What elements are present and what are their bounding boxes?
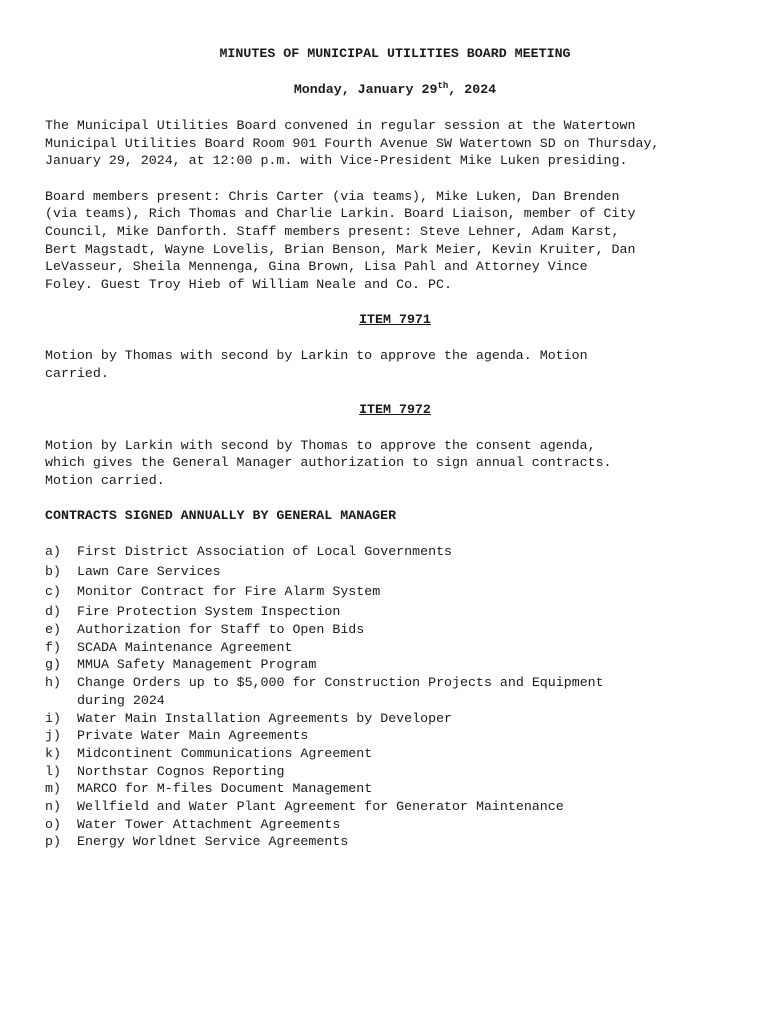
list-item-text: Northstar Cognos Reporting [77, 763, 285, 779]
list-marker: a) [45, 544, 61, 560]
list-item-text: Fire Protection System Inspection [77, 604, 341, 620]
list-item-text: Change Orders up to $5,000 for Construction Projects and Equipment during 2024 [77, 675, 604, 708]
list-marker: c) [45, 584, 61, 600]
list-item-text: Water Main Installation Agreements by Developer [77, 710, 453, 726]
list-marker: e) [45, 622, 61, 638]
list-marker: o) [45, 816, 61, 832]
list-item [45, 710, 745, 728]
list-item [45, 603, 745, 621]
list-item [45, 727, 745, 745]
list-item [45, 639, 745, 657]
contracts-list [45, 543, 745, 851]
list-item [45, 583, 745, 601]
item-7971-text: Motion by Thomas with second by Larkin to approve the agenda. Motion carried. [45, 348, 588, 381]
list-item-text: Private Water Main Agreements [77, 728, 309, 744]
list-item-text: Authorization for Staff to Open Bids [77, 622, 365, 638]
list-marker: i) [45, 710, 61, 726]
contracts-heading: CONTRACTS SIGNED ANNUALLY BY GENERAL MANAGER [45, 508, 397, 524]
list-item [45, 656, 745, 674]
list-marker: m) [45, 781, 61, 797]
list-item-text: Water Tower Attachment Agreements [77, 816, 341, 832]
list-item [45, 798, 745, 816]
meeting-date-ordinal: th [437, 81, 449, 91]
list-item [45, 563, 745, 581]
list-item [45, 780, 745, 798]
list-marker: f) [45, 639, 61, 655]
list-item [45, 763, 745, 781]
list-item-text: Energy Worldnet Service Agreements [77, 834, 349, 850]
list-marker: g) [45, 657, 61, 673]
list-item [45, 621, 745, 639]
meeting-date [45, 81, 745, 99]
list-marker: d) [45, 604, 61, 620]
list-item [45, 543, 745, 561]
list-marker: h) [45, 675, 61, 691]
list-item-text: Lawn Care Services [77, 564, 221, 580]
list-marker: j) [45, 728, 61, 744]
attendance-paragraph: Board members present: Chris Carter (via teams), Mike Luken, Dan Brenden (via teams), Rich Thomas and Charlie Larkin. Board Liaison, member of City Council, Mike Danforth. Staff members present: Steve Lehner, Adam Karst, Bert Magstadt, Wayne Lovelis, Brian Benson, Mark Meier, Kevin Kruiter, Dan LeVasseur, Sheila Mennenga, Gina Brown, Lisa Pahl and Attorney Vince Foley. Guest Troy Hieb of William Neale and Co. PC. [45, 188, 636, 292]
list-marker: k) [45, 745, 61, 761]
list-marker: l) [45, 763, 61, 779]
list-item-text: Wellfield and Water Plant Agreement for Generator Maintenance [77, 799, 564, 815]
list-marker: b) [45, 564, 61, 580]
list-item-text: MMUA Safety Management Program [77, 657, 317, 673]
meeting-date-year: , 2024 [448, 82, 497, 97]
list-item-text: First District Association of Local Governments [77, 544, 453, 560]
item-7972-text: Motion by Larkin with second by Thomas to approve the consent agenda, which gives the General Manager authorization to sign annual contracts. Motion carried. [45, 437, 612, 488]
list-item-text: Monitor Contract for Fire Alarm System [77, 584, 381, 600]
item-7972-heading: ITEM 7972 [359, 401, 431, 417]
list-item [45, 674, 745, 709]
meeting-date-prefix: Monday, January 29 [293, 82, 438, 97]
list-item [45, 833, 745, 851]
list-item [45, 745, 745, 763]
list-item-text: MARCO for M-files Document Management [77, 781, 373, 797]
document-page [45, 45, 745, 851]
list-item-text: Midcontinent Communications Agreement [77, 745, 373, 761]
document-title: MINUTES OF MUNICIPAL UTILITIES BOARD MEETING [219, 46, 571, 61]
list-item [45, 816, 745, 834]
intro-paragraph: The Municipal Utilities Board convened in regular session at the Watertown Municipal Utilities Board Room 901 Fourth Avenue SW Watertown SD on Thursday, January 29, 2024, at 12:00 p.m. with Vice-President Mike Luken presiding. [45, 118, 660, 169]
list-marker: n) [45, 799, 61, 815]
list-marker: p) [45, 834, 61, 850]
item-7971-heading: ITEM 7971 [359, 312, 431, 328]
list-item-text: SCADA Maintenance Agreement [77, 639, 293, 655]
